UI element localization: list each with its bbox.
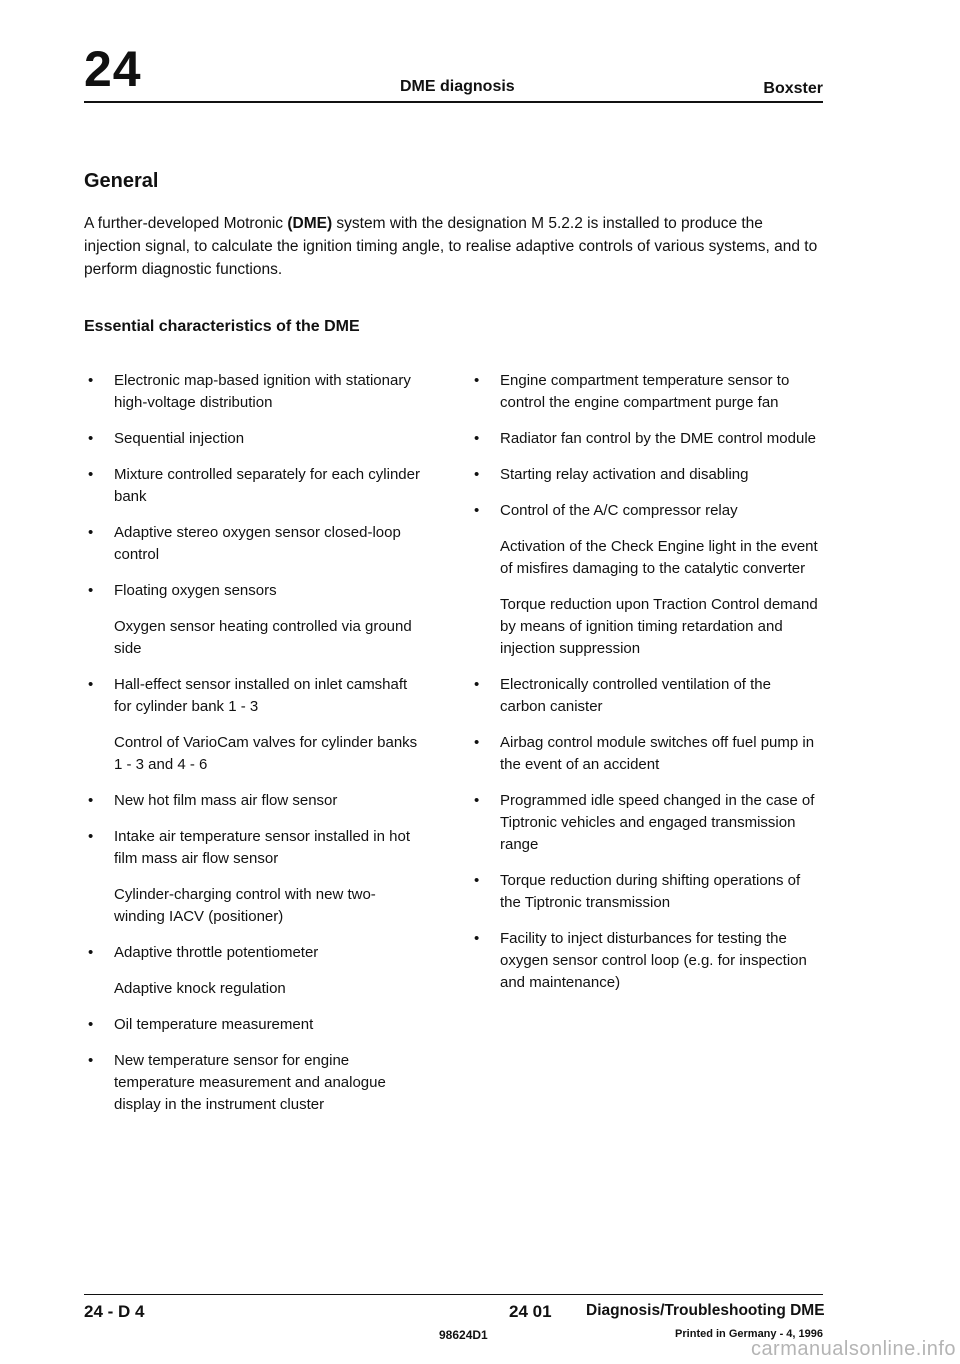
intro-paragraph bbox=[84, 212, 824, 281]
item-text: Adaptive knock regulation bbox=[114, 980, 286, 997]
bullet-item bbox=[84, 522, 424, 566]
item-text: Electronically controlled ventilation of the carbon canister bbox=[500, 676, 771, 715]
item-text: Oxygen sensor heating controlled via ground side bbox=[114, 618, 412, 657]
item-text: Airbag control module switches off fuel pump in the event of an accident bbox=[500, 734, 815, 773]
characteristics-right-column bbox=[470, 370, 818, 1008]
characteristics-heading: Essential characteristics of the DME bbox=[84, 318, 360, 335]
item-text: Cylinder-charging control with new two-winding IACV (positioner) bbox=[114, 886, 376, 925]
item-text: Programmed idle speed changed in the case of Tiptronic vehicles and engaged transmission range bbox=[500, 792, 815, 853]
bullet-icon: • bbox=[88, 372, 94, 389]
item-text: Activation of the Check Engine light in the event of misfires damaging to the catalytic converter bbox=[500, 538, 818, 577]
page-number: 24 - D 4 bbox=[84, 1302, 145, 1321]
bullet-item bbox=[470, 674, 818, 718]
bullet-item bbox=[470, 464, 818, 486]
bullet-item bbox=[470, 428, 818, 450]
section-heading: General bbox=[84, 170, 159, 192]
print-info: Printed in Germany - 4, 1996 bbox=[675, 1328, 823, 1340]
bullet-icon: • bbox=[474, 430, 480, 447]
header-model: Boxster bbox=[763, 80, 823, 97]
item-text: Mixture controlled separately for each cylinder bank bbox=[114, 466, 420, 505]
bullet-item bbox=[470, 790, 818, 856]
item-text: Sequential injection bbox=[114, 430, 245, 447]
bullet-item bbox=[84, 1050, 424, 1116]
bullet-icon: • bbox=[474, 676, 480, 693]
bullet-icon: • bbox=[88, 828, 94, 845]
bullet-icon: • bbox=[88, 430, 94, 447]
bullet-item bbox=[84, 370, 424, 414]
item-text: New temperature sensor for engine temperature measurement and analogue display in the instrument cluster bbox=[114, 1052, 386, 1113]
bullet-item bbox=[84, 1014, 424, 1036]
chapter-number: 24 bbox=[84, 41, 142, 97]
item-text: Floating oxygen sensors bbox=[114, 582, 277, 599]
bullet-icon: • bbox=[88, 792, 94, 809]
bullet-icon: • bbox=[474, 372, 480, 389]
bullet-icon: • bbox=[88, 944, 94, 961]
bullet-icon: • bbox=[474, 466, 480, 483]
item-text: Intake air temperature sensor installed in hot film mass air flow sensor bbox=[114, 828, 410, 867]
bullet-item bbox=[470, 870, 818, 914]
sub-item bbox=[84, 732, 424, 776]
bullet-item bbox=[470, 370, 818, 414]
bullet-icon: • bbox=[474, 502, 480, 519]
group-code: 24 01 bbox=[509, 1302, 552, 1321]
bullet-icon: • bbox=[88, 466, 94, 483]
sub-item bbox=[84, 978, 424, 1000]
sub-item bbox=[470, 594, 818, 660]
item-text: New hot film mass air flow sensor bbox=[114, 792, 338, 809]
intro-text-end: system with the designation M 5.2.2 is installed to produce the injection signal, to calculate the ignition timing angle, to realise adaptive controls of various systems, and to perform diagnostic functions. bbox=[84, 215, 818, 278]
intro-text-bold: (DME) bbox=[287, 215, 333, 232]
header-title: DME diagnosis bbox=[400, 78, 515, 95]
item-text: Engine compartment temperature sensor to control the engine compartment purge fan bbox=[500, 372, 790, 411]
bullet-item bbox=[470, 732, 818, 776]
item-text: Torque reduction during shifting operations of the Tiptronic transmission bbox=[500, 872, 801, 911]
bullet-icon: • bbox=[88, 1016, 94, 1033]
item-text: Control of VarioCam valves for cylinder banks 1 - 3 and 4 - 6 bbox=[114, 734, 418, 773]
document-number: 98624D1 bbox=[439, 1328, 488, 1342]
intro-text-start: A further-developed Motronic bbox=[84, 215, 288, 232]
bullet-icon: • bbox=[474, 930, 480, 947]
item-text: Adaptive stereo oxygen sensor closed-loop control bbox=[114, 524, 401, 563]
item-text: Hall-effect sensor installed on inlet camshaft for cylinder bank 1 - 3 bbox=[114, 676, 408, 715]
item-text: Control of the A/C compressor relay bbox=[500, 502, 738, 519]
sub-item bbox=[84, 884, 424, 928]
bullet-icon: • bbox=[88, 676, 94, 693]
bullet-icon: • bbox=[88, 582, 94, 599]
item-text: Electronic map-based ignition with stationary high-voltage distribution bbox=[114, 372, 411, 411]
bullet-item bbox=[84, 790, 424, 812]
item-text: Torque reduction upon Traction Control demand by means of ignition timing retardation and injection suppression bbox=[500, 596, 818, 657]
watermark: carmanualsonline.info bbox=[750, 1338, 956, 1360]
item-text: Facility to inject disturbances for testing the oxygen sensor control loop (e.g. for inspection and maintenance) bbox=[500, 930, 807, 991]
bullet-icon: • bbox=[474, 792, 480, 809]
bullet-item bbox=[84, 942, 424, 964]
item-text: Starting relay activation and disabling bbox=[500, 466, 749, 483]
bullet-item bbox=[470, 928, 818, 994]
group-title: Diagnosis/Troubleshooting DME bbox=[586, 1302, 825, 1319]
sub-item bbox=[470, 536, 818, 580]
bullet-icon: • bbox=[88, 524, 94, 541]
bullet-icon: • bbox=[474, 872, 480, 889]
header-rule bbox=[84, 101, 823, 103]
bullet-item bbox=[84, 580, 424, 602]
item-text: Radiator fan control by the DME control module bbox=[500, 430, 816, 447]
bullet-item bbox=[84, 464, 424, 508]
item-text: Adaptive throttle potentiometer bbox=[114, 944, 319, 961]
sub-item bbox=[84, 616, 424, 660]
footer-rule bbox=[84, 1294, 823, 1295]
bullet-item bbox=[84, 674, 424, 718]
bullet-item bbox=[470, 500, 818, 522]
bullet-item bbox=[84, 428, 424, 450]
bullet-item bbox=[84, 826, 424, 870]
bullet-icon: • bbox=[88, 1052, 94, 1069]
item-text: Oil temperature measurement bbox=[114, 1016, 314, 1033]
characteristics-left-column bbox=[84, 370, 424, 1130]
bullet-icon: • bbox=[474, 734, 480, 751]
